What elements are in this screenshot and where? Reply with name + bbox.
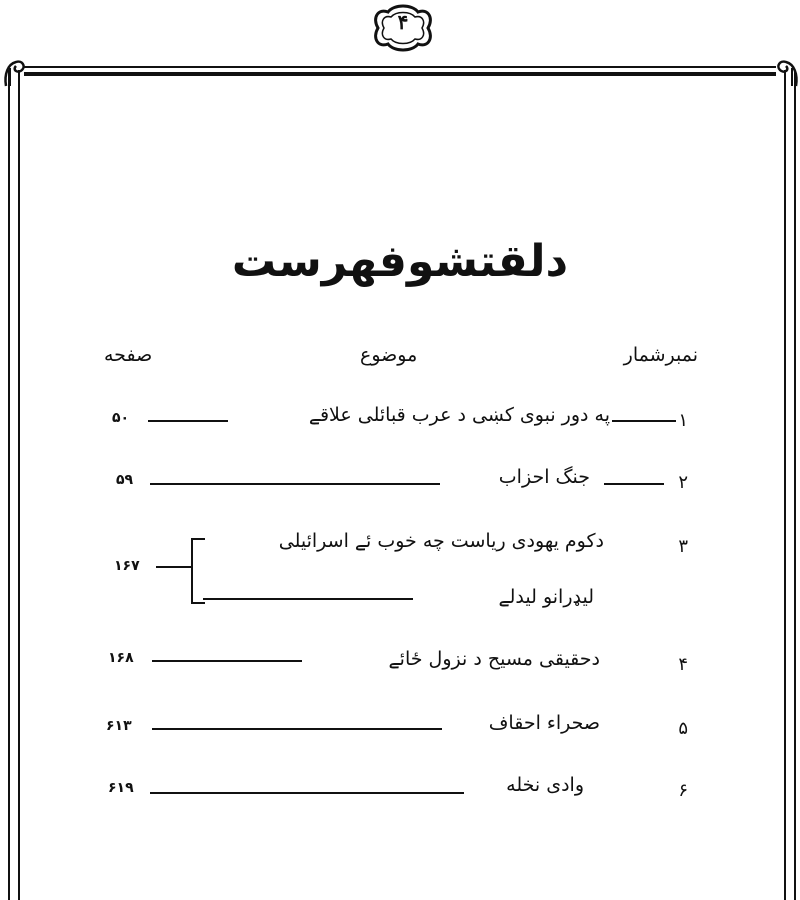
- top-rule-inner: [24, 72, 776, 76]
- leader-line: [604, 483, 664, 485]
- header-topic: موضوع: [360, 344, 418, 366]
- page-title: دلقتشوفهرست: [231, 236, 569, 287]
- entry-number: ۴: [678, 654, 688, 675]
- leader-line: [152, 660, 302, 662]
- entry-number: ۲: [678, 472, 688, 493]
- entry-page: ۵۰: [112, 410, 130, 426]
- entry-page: ۶۱۳: [106, 718, 132, 734]
- entry-topic: دحقیقی مسیح د نزول ځائے: [388, 648, 600, 670]
- entry-topic-line-1: دکوم یهودی ریاست چه خوب ئے اسرائیلی: [278, 530, 604, 552]
- leader-line: [152, 728, 442, 730]
- entry-page: ۵۹: [116, 472, 134, 488]
- header-page: صفحه: [104, 344, 153, 366]
- leader-line: [148, 420, 228, 422]
- left-border: [8, 70, 20, 900]
- entry-page: ۱۶۷: [114, 558, 140, 574]
- entry-topic: په دور نبوی کښی د عرب قبائلی علاقے: [308, 404, 610, 426]
- page-number: ۴: [397, 10, 409, 34]
- entry-number: ۳: [678, 536, 688, 557]
- header-serial: نمبرشمار: [623, 344, 698, 366]
- corner-ornament-left-icon: [2, 56, 28, 90]
- entry-number: ۱: [678, 410, 688, 431]
- entry-page: ۱۶۸: [108, 650, 134, 666]
- entry-topic: صحراء احقاف: [488, 712, 600, 734]
- entry-topic-line-2: لیډرانو لیدلے: [498, 586, 594, 608]
- top-rule-outer: [24, 66, 776, 68]
- leader-line: [150, 792, 464, 794]
- entry-number: ۵: [678, 718, 688, 739]
- leader-line: [150, 483, 440, 485]
- entry-page: ۶۱۹: [108, 780, 134, 796]
- entry-topic: وادی نخله: [506, 774, 584, 796]
- leader-line: [156, 566, 192, 568]
- right-border: [784, 70, 796, 900]
- entry-bracket: [191, 538, 205, 604]
- leader-line: [203, 598, 413, 600]
- leader-line: [612, 420, 676, 422]
- corner-ornament-right-icon: [774, 56, 800, 90]
- entry-topic: جنگ احزاب: [498, 466, 590, 488]
- entry-number: ۶: [678, 780, 688, 801]
